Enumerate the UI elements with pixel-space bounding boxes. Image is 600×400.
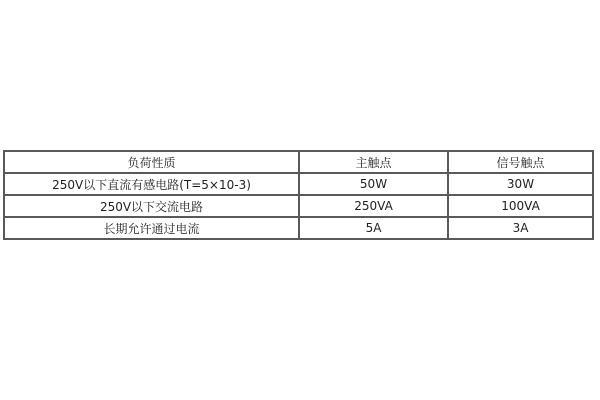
table-row	[4, 217, 593, 239]
cell-signal-contact-value: 100VA	[448, 195, 593, 217]
table-header-row	[4, 151, 593, 173]
cell-load-nature: 250V以下直流有感电路(T=5×10-3)	[4, 173, 299, 195]
cell-load-nature: 250V以下交流电路	[4, 195, 299, 217]
cell-main-contact-value: 250VA	[299, 195, 448, 217]
cell-main-contact-value: 5A	[299, 217, 448, 239]
cell-signal-contact-value: 30W	[448, 173, 593, 195]
cell-signal-contact-value: 3A	[448, 217, 593, 239]
load-spec-table	[3, 150, 594, 240]
header-main-contact: 主触点	[299, 151, 448, 173]
header-load-nature: 负荷性质	[4, 151, 299, 173]
cell-main-contact-value: 50W	[299, 173, 448, 195]
cell-load-nature: 长期允许通过电流	[4, 217, 299, 239]
header-signal-contact: 信号触点	[448, 151, 593, 173]
table-row	[4, 173, 593, 195]
table-row	[4, 195, 593, 217]
